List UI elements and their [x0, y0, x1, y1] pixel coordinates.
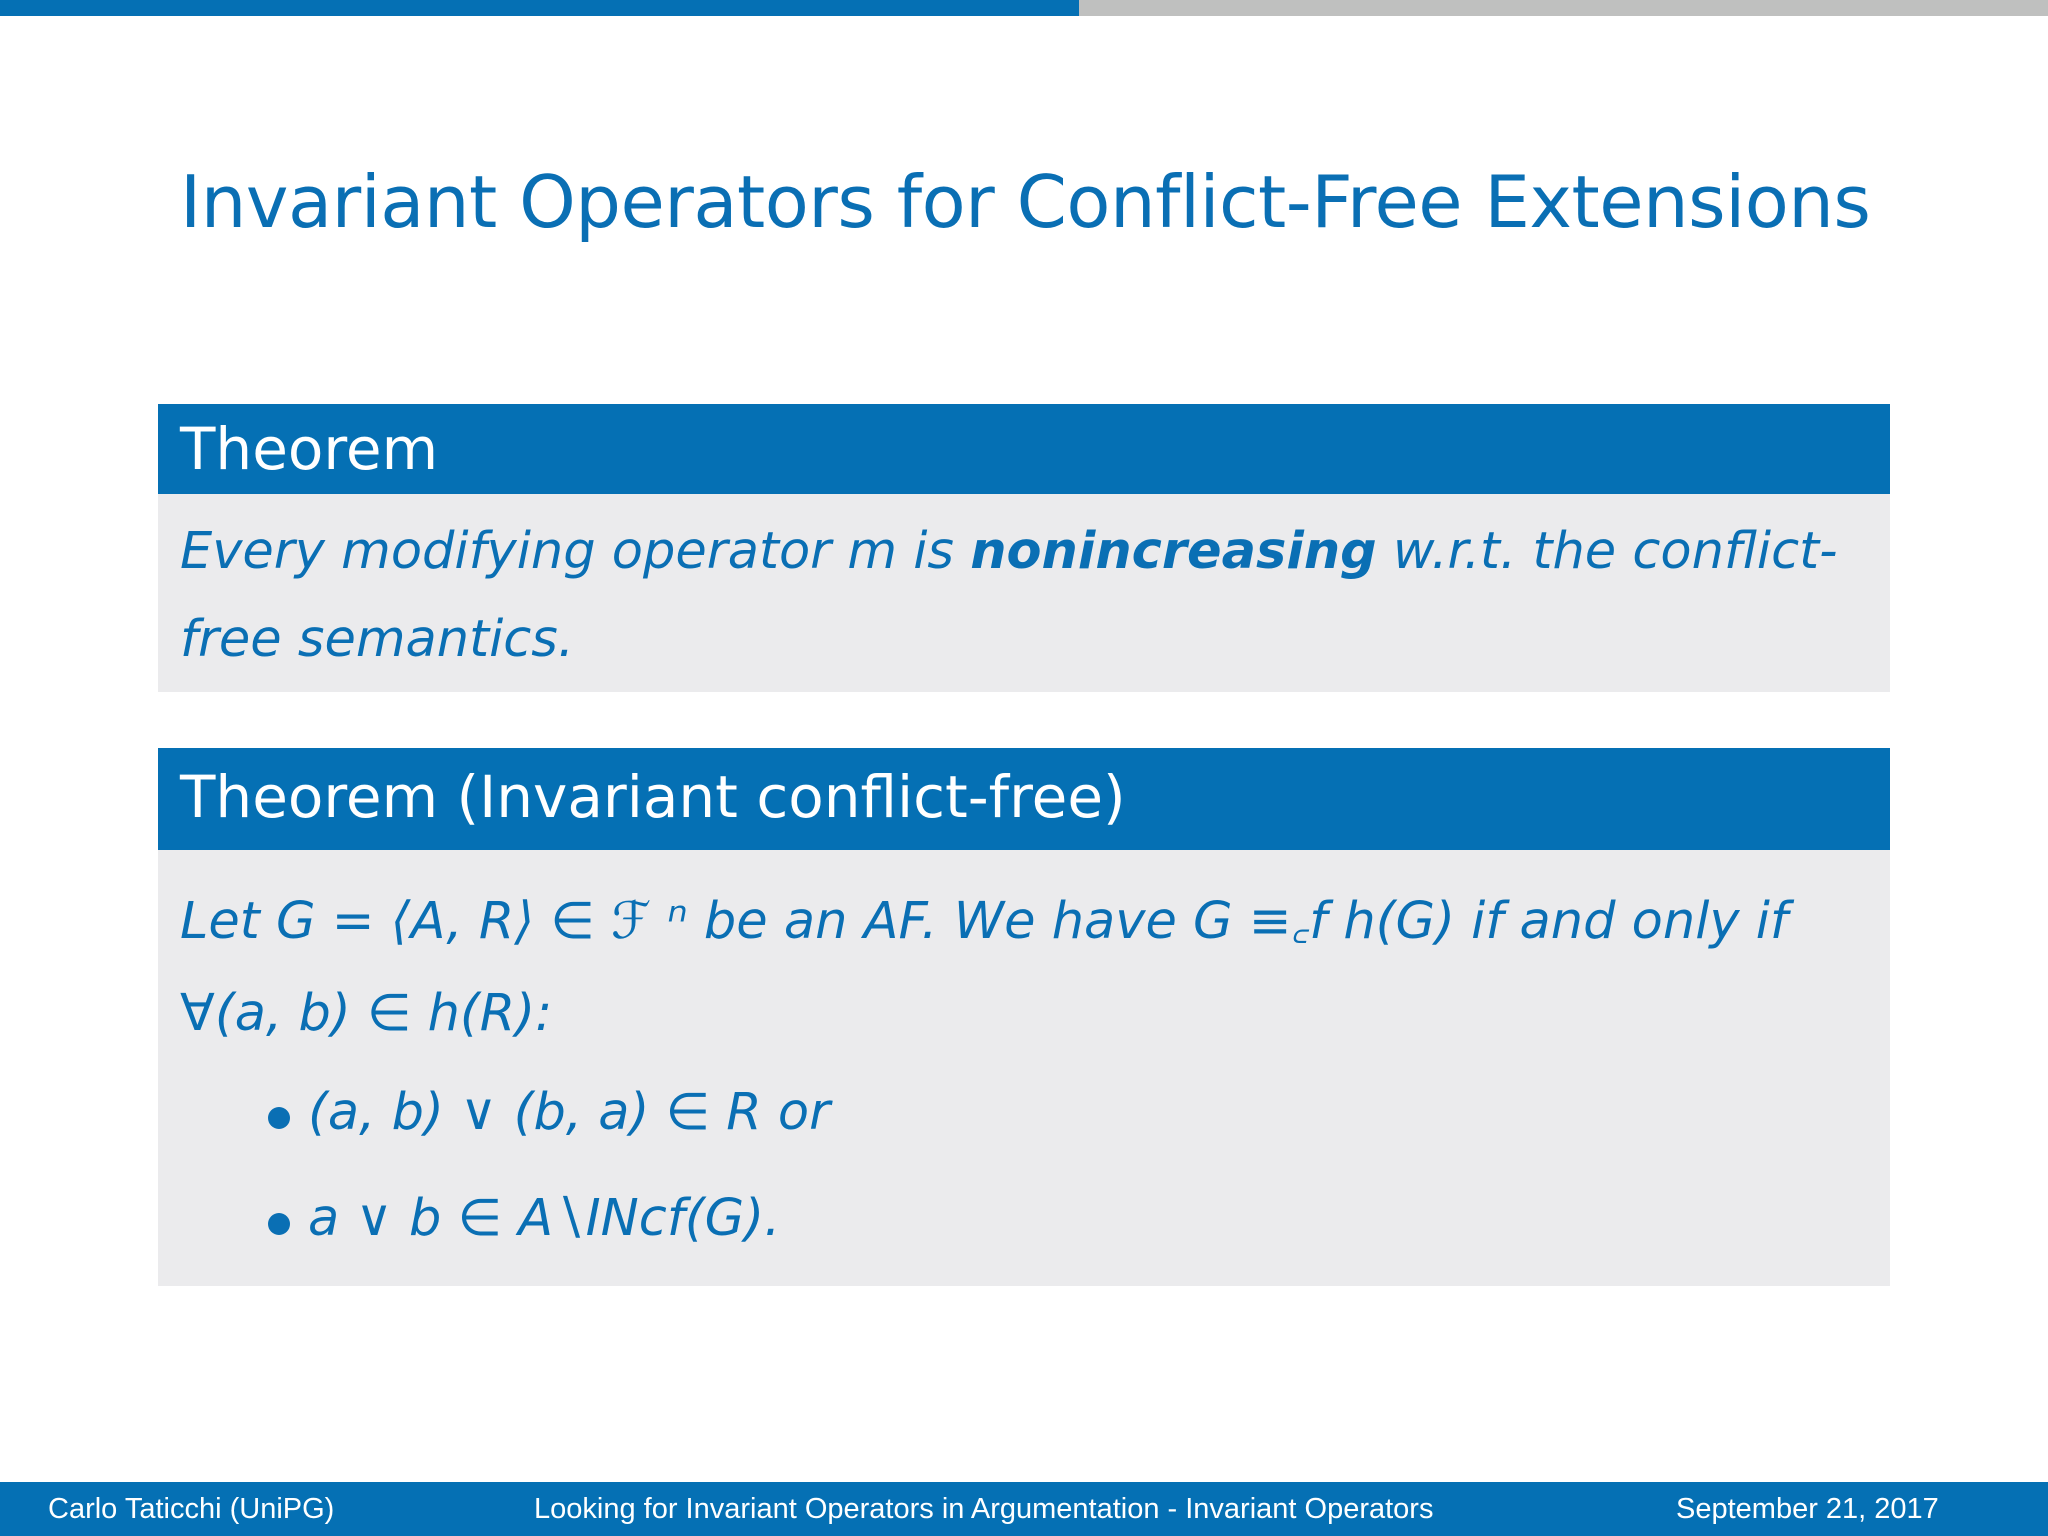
condition-list [180, 1060, 1868, 1272]
math-m: m [847, 522, 898, 581]
progress-bar-fill [0, 0, 1079, 16]
progress-bar [0, 0, 2048, 16]
bullet-icon [268, 1213, 290, 1235]
condition-item [180, 1166, 1868, 1272]
invariant-theorem-body [158, 850, 1890, 1286]
condition-item [180, 1060, 1868, 1166]
slide-title: Invariant Operators for Conflict-Free Extensions [180, 160, 1871, 244]
footer-date: September 21, 2017 [1676, 1493, 1939, 1525]
theorem-text: Every modifying operator [180, 522, 848, 581]
theorem-line-2: ∀(a, b) ∈ h(R): [180, 984, 553, 1043]
footer-bar [0, 1482, 2048, 1536]
theorem-line-1: Let G = ⟨A, R⟩ ∈ ℱ ⁿ be an AF. We have G ≡꜀f h(G) if and only if [180, 892, 1788, 951]
theorem-text-is: is [897, 522, 971, 581]
invariant-theorem-block [158, 748, 1890, 1286]
condition-text: (a, b) ∨ (b, a) ∈ R or [308, 1083, 831, 1142]
footer-author: Carlo Taticchi (UniPG) [48, 1493, 335, 1525]
theorem-text-after: w.r.t. the conflict-free semantics. [180, 522, 1838, 669]
bullet-icon [268, 1107, 290, 1129]
theorem-block-header: Theorem [158, 404, 1890, 494]
theorem-block-body [158, 494, 1890, 692]
theorem-block [158, 404, 1890, 692]
footer-title: Looking for Invariant Operators in Argumentation - Invariant Operators [534, 1493, 1434, 1525]
condition-text: a ∨ b ∈ A∖INcf(G). [308, 1189, 781, 1248]
invariant-theorem-header: Theorem (Invariant conflict-free) [158, 748, 1890, 850]
theorem-emphasis: nonincreasing [970, 522, 1377, 581]
